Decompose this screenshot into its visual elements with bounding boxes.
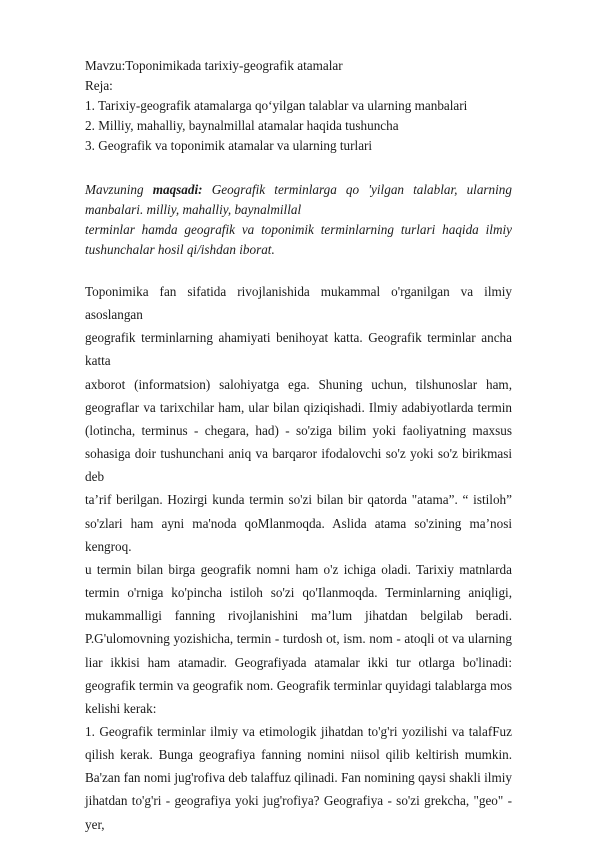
plan-item: 2. Milliy, mahalliy, baynalmillal atamalar haqida tushuncha — [85, 118, 399, 133]
spacer — [85, 156, 512, 176]
plan-item: 3. Geografik va toponimik atamalar va ularning turlari — [85, 138, 373, 153]
body-line: liar ikkisi ham atamadir. Geografiyada atamalar ikki tur otlarga bo'linadi: — [85, 654, 512, 670]
document-page — [85, 56, 512, 836]
body-line: 1. Geografik terminlar ilmiy va etimologik jihatdan to'g'ri yozilishi va talafFuz — [85, 723, 512, 739]
body-line: ta’rif berilgan. Hozirgi kunda termin so'zi bilan bir qatorda "atama”. “ istiloh” — [85, 492, 512, 508]
body-line: Ba'zan fan nomi jug'rofiva deb talaffuz qilinadi. Fan nomining qaysi shakli ilmiy — [85, 770, 512, 786]
goal-prefix: Mavzuning — [85, 182, 144, 197]
body-paragraph — [85, 280, 512, 836]
body-line: u termin bilan birga geografik nomni ham o'z ichiga oladi. Tarixiy matnlarda — [85, 561, 512, 577]
body-line: jihatdan to'g'ri - geografiya yoki jug'rofiya? Geografiya - so'zi grekcha, "geo" - yer, — [85, 793, 512, 832]
goal-line: terminlar hamda geografik va toponimik terminlarning turlari haqida ilmiy — [85, 222, 512, 237]
spacer — [85, 260, 512, 280]
body-line: geografik terminlarning ahamiyati benihoyat katta. Geografik terminlar ancha katta — [85, 330, 512, 369]
body-line: kelishi kerak: — [85, 700, 157, 716]
body-line: mukammalligi fanning rivojlanishini ma’lum jihatdan belgilab beradi. — [85, 608, 512, 624]
body-line: P.G'ulomovning yozishicha, termin - turdosh ot, ism. nom - atoqli ot va ularning — [85, 631, 512, 647]
body-line: qilish kerak. Bunga geografiya fanning nomini niisol qilib keltirish mumkin. — [85, 747, 512, 763]
body-line: so'zlari ham ayni ma'noda qoMlanmoqda. Aslida atama so'zining ma’nosi kengroq. — [85, 515, 512, 554]
body-line: Toponimika fan sifatida rivojlanishida mukammal o'rganilgan va ilmiy asoslangan — [85, 284, 512, 323]
goal-line: manbalari. milliy, mahalliy, baynalmillal — [85, 202, 302, 217]
goal-keyword: maqsadi: — [152, 182, 203, 197]
body-line: termin o'rniga ko'pincha istiloh so'zi qo'Ilanmoqda. Terminlarning aniqligi, — [85, 585, 512, 601]
body-line: geograflar va tarixchilar ham, ular bilan qiziqishadi. Ilmiy adabiyotlarda termin — [85, 399, 512, 415]
topic-title: Mavzu:Toponimikada tarixiy-geografik atamalar — [85, 58, 343, 73]
goal-line: tushunchalar hosil qi/ishdan iborat. — [85, 242, 275, 257]
goal-text: Geografik terminlarga qo 'yilgan talablar, ularning — [211, 182, 512, 197]
body-line: (lotincha, terminus - chegara, had) - so'ziga bilim yoki faoliyatning maxsus — [85, 422, 512, 438]
body-line: geografik termin va geografik nom. Geografik terminlar quyidagi talablarga mos — [85, 677, 512, 693]
goal-line — [85, 180, 512, 200]
goal-section — [85, 180, 512, 260]
plan-label: Reja: — [85, 78, 113, 93]
body-line: sohasiga doir tushunchani aniq va barqaror ifodalovchi so'z yoki so'z birikmasi deb — [85, 446, 512, 485]
plan-item: 1. Tarixiy-geografik atamalarga qo‘yilgan talablar va ularning manbalari — [85, 98, 468, 113]
body-line: axborot (informatsion) salohiyatga ega. Shuning uchun, tilshunoslar ham, — [85, 376, 512, 392]
